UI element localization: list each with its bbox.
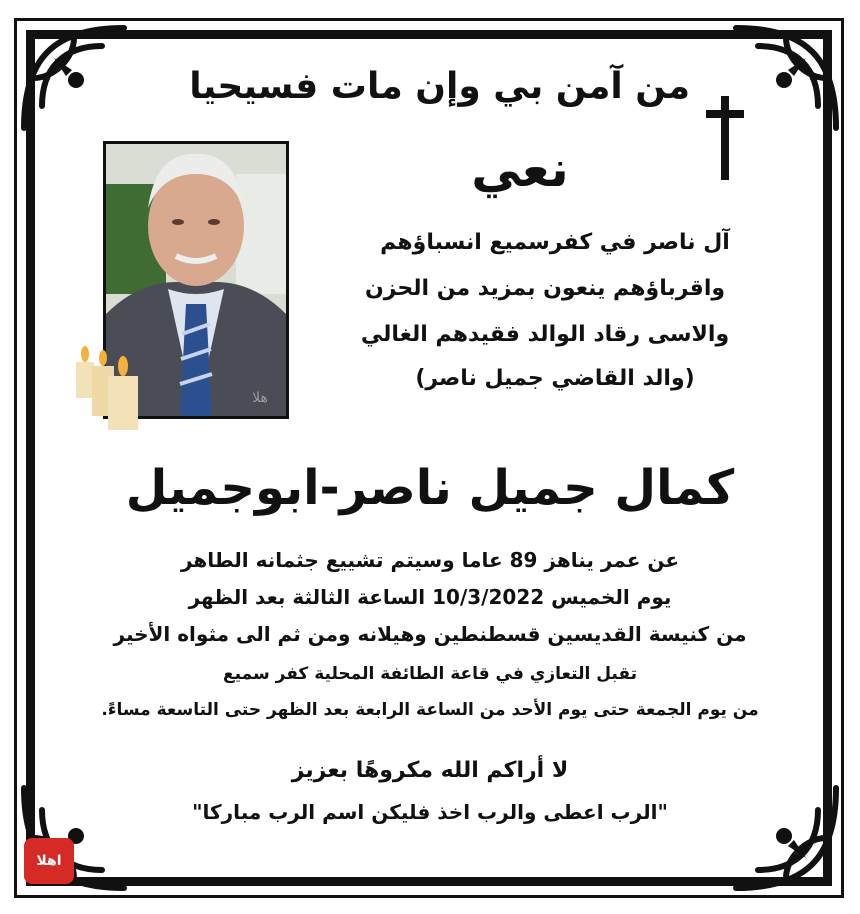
cross-icon [706, 96, 744, 180]
closing-line-1: لا أراكم الله مكروهًا بعزيز [291, 758, 569, 783]
details-line-1: عن عمر يناهز 89 عاما وسيتم تشييع جثمانه الطاهر [180, 548, 680, 572]
site-logo: اهلا [24, 838, 74, 884]
ornament-corner-icon [726, 18, 846, 138]
details-line-3: من كنيسة القديسين قسطنطين وهيلانه ومن ثم الى مثواه الأخير [113, 622, 747, 646]
announcement-line-3: والاسى رقاد الوالد فقيدهم الغالي [360, 322, 730, 347]
closing-line-2: "الرب اعطى والرب اخذ فليكن اسم الرب مباركا" [192, 800, 668, 824]
verse-heading: من آمن بي وإن مات فسيحيا [189, 66, 690, 107]
details-line-2: يوم الخميس 10/3/2022 الساعة الثالثة بعد الظهر [188, 585, 672, 609]
details-line-5: من يوم الجمعة حتى يوم الأحد من الساعة الرابعة بعد الظهر حتى التاسعة مساءً. [101, 700, 759, 720]
details-line-4: تقبل التعازي في قاعة الطائفة المحلية كفر سميع [223, 664, 637, 684]
ornament-corner-icon [14, 18, 134, 138]
page-title: نعي [471, 140, 569, 198]
announcement-line-4: (والد القاضي جميل ناصر) [415, 366, 695, 391]
deceased-name: كمال جميل ناصر-ابوجميل [125, 460, 735, 516]
candles-icon [72, 336, 148, 432]
announcement-line-2: واقرباؤهم ينعون بمزيد من الحزن [364, 276, 726, 301]
photo-watermark: هلا [252, 390, 268, 406]
announcement-line-1: آل ناصر في كفرسميع انسباؤهم [380, 230, 730, 255]
ornament-corner-icon [726, 778, 846, 898]
